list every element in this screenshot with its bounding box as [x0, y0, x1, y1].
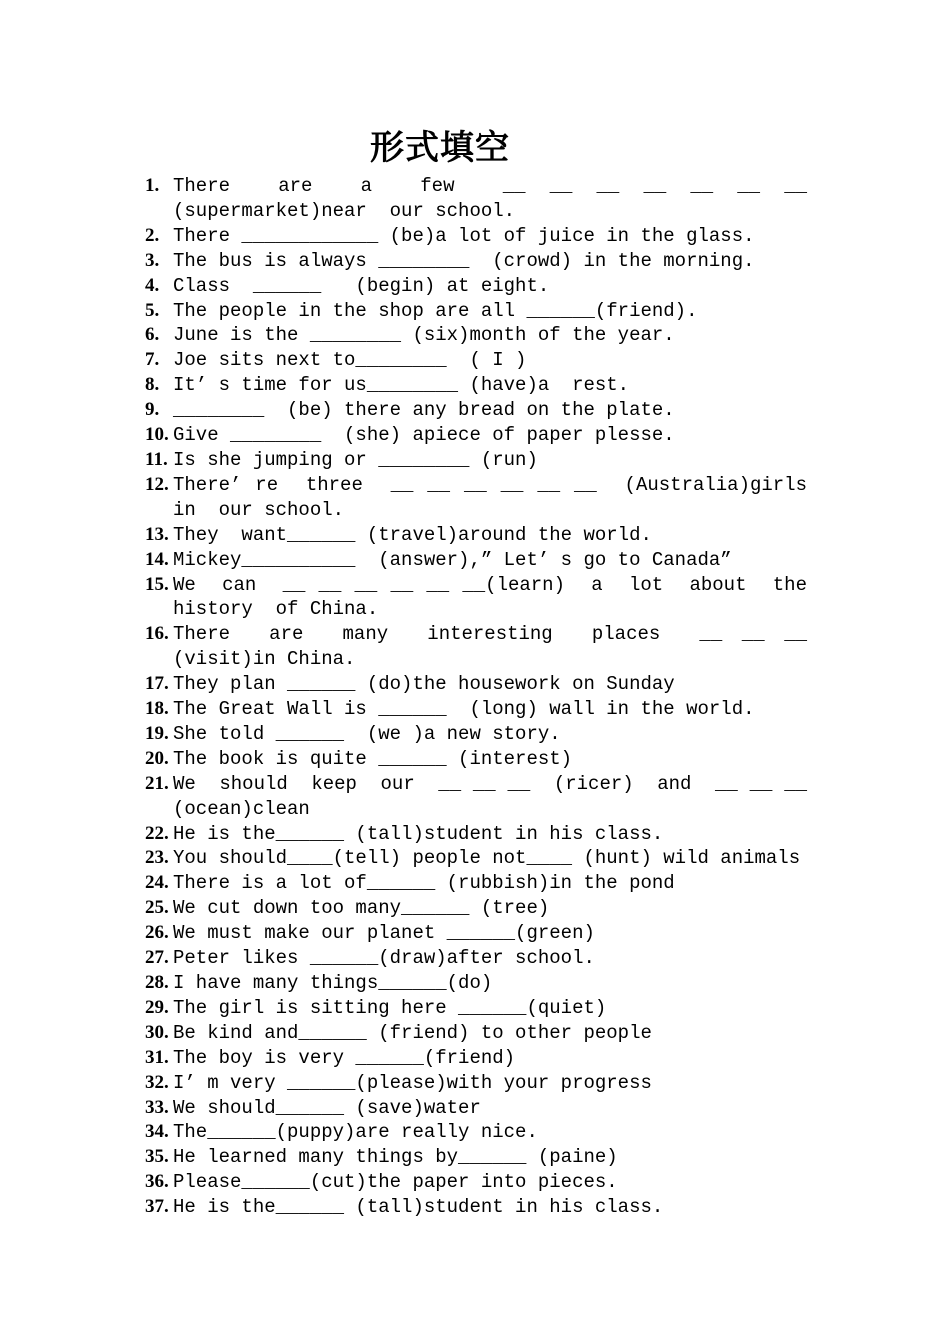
question-text: Mickey__________ (answer),” Let’ s go to Canada” — [173, 548, 732, 571]
question-text: I’ m very ______(please)with your progress — [173, 1071, 652, 1094]
question-item — [145, 348, 807, 373]
question-number: 13. — [145, 523, 169, 545]
question-item — [145, 871, 807, 896]
question-item — [145, 1096, 807, 1121]
question-number: 31. — [145, 1046, 169, 1068]
question-item — [145, 573, 830, 623]
question-number: 20. — [145, 747, 169, 769]
question-item — [145, 299, 807, 324]
question-item — [145, 822, 807, 847]
question-item — [145, 1071, 807, 1096]
question-number: 14. — [145, 548, 169, 570]
question-text: Be kind and______ (friend) to other people — [173, 1021, 652, 1044]
question-item — [145, 249, 807, 274]
page-title: 形式填空 — [370, 128, 510, 168]
question-item — [145, 622, 853, 672]
question-number: 16. — [145, 623, 169, 645]
question-item — [145, 921, 807, 946]
question-text: Class ______ (begin) at eight. — [173, 274, 550, 297]
question-text: The book is quite ______ (interest) — [173, 747, 573, 770]
question-item — [145, 473, 830, 523]
question-text: There is a lot of______ (rubbish)in the pond — [173, 872, 675, 895]
question-text: I have many things______(do) — [173, 972, 493, 994]
question-number: 5. — [145, 299, 160, 321]
question-text: The people in the shop are all ______(friend). — [173, 299, 698, 322]
question-text: He is the______ (tall)student in his class. — [173, 822, 664, 845]
question-item — [145, 1120, 807, 1145]
question-number: 4. — [145, 274, 160, 296]
question-item — [145, 1145, 807, 1170]
question-number: 8. — [145, 374, 160, 396]
question-number: 21. — [145, 772, 169, 794]
question-number: 29. — [145, 996, 169, 1018]
question-item — [145, 548, 807, 573]
question-text: Joe sits next to________ ( I ) — [173, 349, 527, 372]
question-number: 27. — [145, 947, 169, 969]
question-number: 28. — [145, 972, 169, 993]
question-text: There’ re three __ __ __ __ __ __ (Australia)girls in our school. — [173, 473, 830, 521]
question-item — [145, 1170, 807, 1195]
question-item — [145, 398, 807, 423]
question-text: Peter likes ______(draw)after school. — [173, 947, 595, 970]
question-text: There ____________ (be)a lot of juice in the glass. — [173, 224, 755, 247]
question-text: He is the______ (tall)student in his class. — [173, 1196, 664, 1219]
question-item — [145, 174, 830, 224]
question-text: The Great Wall is ______ (long) wall in the world. — [173, 698, 755, 721]
question-number: 18. — [145, 698, 169, 720]
question-item — [145, 274, 807, 299]
question-number: 30. — [145, 1021, 169, 1043]
question-number: 33. — [145, 1096, 169, 1118]
question-number: 6. — [145, 324, 160, 346]
question-number: 36. — [145, 1171, 169, 1193]
question-item — [145, 448, 807, 473]
question-item — [145, 523, 807, 548]
question-number: 3. — [145, 249, 160, 271]
question-number: 9. — [145, 399, 160, 421]
question-number: 26. — [145, 922, 169, 944]
question-text: Please______(cut)the paper into pieces. — [173, 1171, 618, 1194]
question-number: 22. — [145, 822, 169, 844]
question-number: 37. — [145, 1196, 169, 1218]
question-number: 32. — [145, 1071, 169, 1093]
question-text: The boy is very ______(friend) — [173, 1046, 516, 1069]
question-text: Give ________ (she) apiece of paper plesse. — [173, 424, 675, 447]
question-item — [145, 672, 807, 697]
question-text: The girl is sitting here ______(quiet) — [173, 996, 607, 1019]
question-number: 19. — [145, 722, 169, 744]
question-item — [145, 423, 807, 448]
question-text: They want______ (travel)around the world. — [173, 523, 652, 546]
question-text: We must make our planet ______(green) — [173, 922, 595, 945]
question-number: 10. — [145, 424, 169, 446]
question-text: We should______ (save)water — [173, 1096, 481, 1119]
question-item — [145, 1021, 807, 1046]
question-number: 12. — [145, 473, 169, 495]
question-number: 23. — [145, 847, 169, 869]
question-item — [145, 946, 807, 971]
question-number: 24. — [145, 872, 169, 894]
question-number: 25. — [145, 897, 169, 919]
question-item — [145, 896, 807, 921]
question-text: There are many interesting places __ __ __ (visit)in China. — [173, 623, 853, 671]
question-text: The bus is always ________ (crowd) in the morning. — [173, 249, 755, 272]
question-number: 1. — [145, 175, 160, 196]
question-item — [145, 846, 807, 871]
question-number: 34. — [145, 1121, 169, 1143]
question-text: Is she jumping or ________ (run) — [173, 448, 538, 471]
question-text: June is the ________ (six)month of the year. — [173, 324, 675, 347]
question-number: 7. — [145, 349, 160, 371]
question-text: There are a few __ __ __ __ __ __ __ (supermarket)near our school. — [173, 175, 830, 222]
question-item — [145, 323, 807, 348]
question-item — [145, 224, 807, 249]
question-item — [145, 697, 807, 722]
question-item — [145, 722, 807, 747]
question-text: ________ (be) there any bread on the plate. — [173, 399, 675, 422]
question-text: We can __ __ __ __ __ __(learn) a lot about the history of China. — [173, 573, 830, 621]
question-item — [145, 772, 819, 822]
question-item — [145, 1195, 807, 1220]
question-text: He learned many things by______ (paine) — [173, 1146, 618, 1169]
question-number: 17. — [145, 673, 169, 695]
question-item — [145, 1046, 807, 1071]
question-text: The______(puppy)are really nice. — [173, 1121, 538, 1144]
question-item — [145, 373, 807, 398]
question-number: 2. — [145, 224, 160, 246]
question-list — [145, 174, 853, 1220]
question-number: 35. — [145, 1146, 169, 1168]
question-text: She told ______ (we )a new story. — [173, 722, 561, 745]
question-text: We cut down too many______ (tree) — [173, 897, 550, 920]
question-text: We should keep our __ __ __ (ricer) and __ __ __ (ocean)clean — [173, 772, 819, 820]
question-text: You should____(tell) people not____ (hunt) wild animals — [173, 847, 801, 870]
question-number: 11. — [145, 448, 168, 470]
question-number: 15. — [145, 573, 169, 595]
question-text: They plan ______ (do)the housework on Sunday — [173, 673, 675, 696]
question-text: It’ s time for us________ (have)a rest. — [173, 374, 630, 397]
question-item — [145, 971, 807, 996]
question-item — [145, 996, 807, 1021]
question-item — [145, 747, 807, 772]
